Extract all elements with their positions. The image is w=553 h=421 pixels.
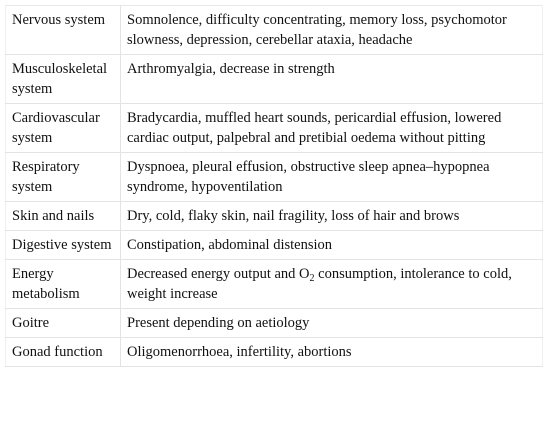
- table-row: [6, 104, 543, 153]
- findings-cell: [121, 260, 543, 309]
- table-row: [6, 338, 543, 367]
- system-cell: Musculoskeletal system: [6, 55, 121, 104]
- system-cell: Goitre: [6, 309, 121, 338]
- findings-cell: Arthromyalgia, decrease in strength: [121, 55, 543, 104]
- subscript-text: 2: [309, 273, 315, 284]
- system-cell: Respiratory system: [6, 153, 121, 202]
- findings-cell: Bradycardia, muffled heart sounds, pericardial effusion, lowered cardiac output, palpebral and pretibial oedema without pitting: [121, 104, 543, 153]
- table-row: [6, 309, 543, 338]
- findings-cell: Dry, cold, flaky skin, nail fragility, loss of hair and brows: [121, 202, 543, 231]
- findings-cell: Constipation, abdominal distension: [121, 231, 543, 260]
- findings-text: Decreased energy output and O: [127, 266, 310, 282]
- system-cell: Digestive system: [6, 231, 121, 260]
- symptoms-table: [5, 5, 543, 367]
- findings-cell: Dyspnoea, pleural effusion, obstructive sleep apnea–hypopnea syndrome, hypoventilation: [121, 153, 543, 202]
- system-cell: Skin and nails: [6, 202, 121, 231]
- table-row: [6, 260, 543, 309]
- table-row: [6, 231, 543, 260]
- system-cell: Gonad function: [6, 338, 121, 367]
- table-row: [6, 153, 543, 202]
- system-cell: Nervous system: [6, 6, 121, 55]
- system-cell: Energy metabolism: [6, 260, 121, 309]
- system-cell: Cardiovascular system: [6, 104, 121, 153]
- findings-cell: Somnolence, difficulty concentrating, memory loss, psychomotor slowness, depression, cerebellar ataxia, headache: [121, 6, 543, 55]
- table-row: [6, 202, 543, 231]
- findings-cell: Oligomenorrhoea, infertility, abortions: [121, 338, 543, 367]
- table-row: [6, 6, 543, 55]
- findings-cell: Present depending on aetiology: [121, 309, 543, 338]
- table-row: [6, 55, 543, 104]
- findings-text: consumption, intolerance to cold, weight increase: [127, 266, 512, 302]
